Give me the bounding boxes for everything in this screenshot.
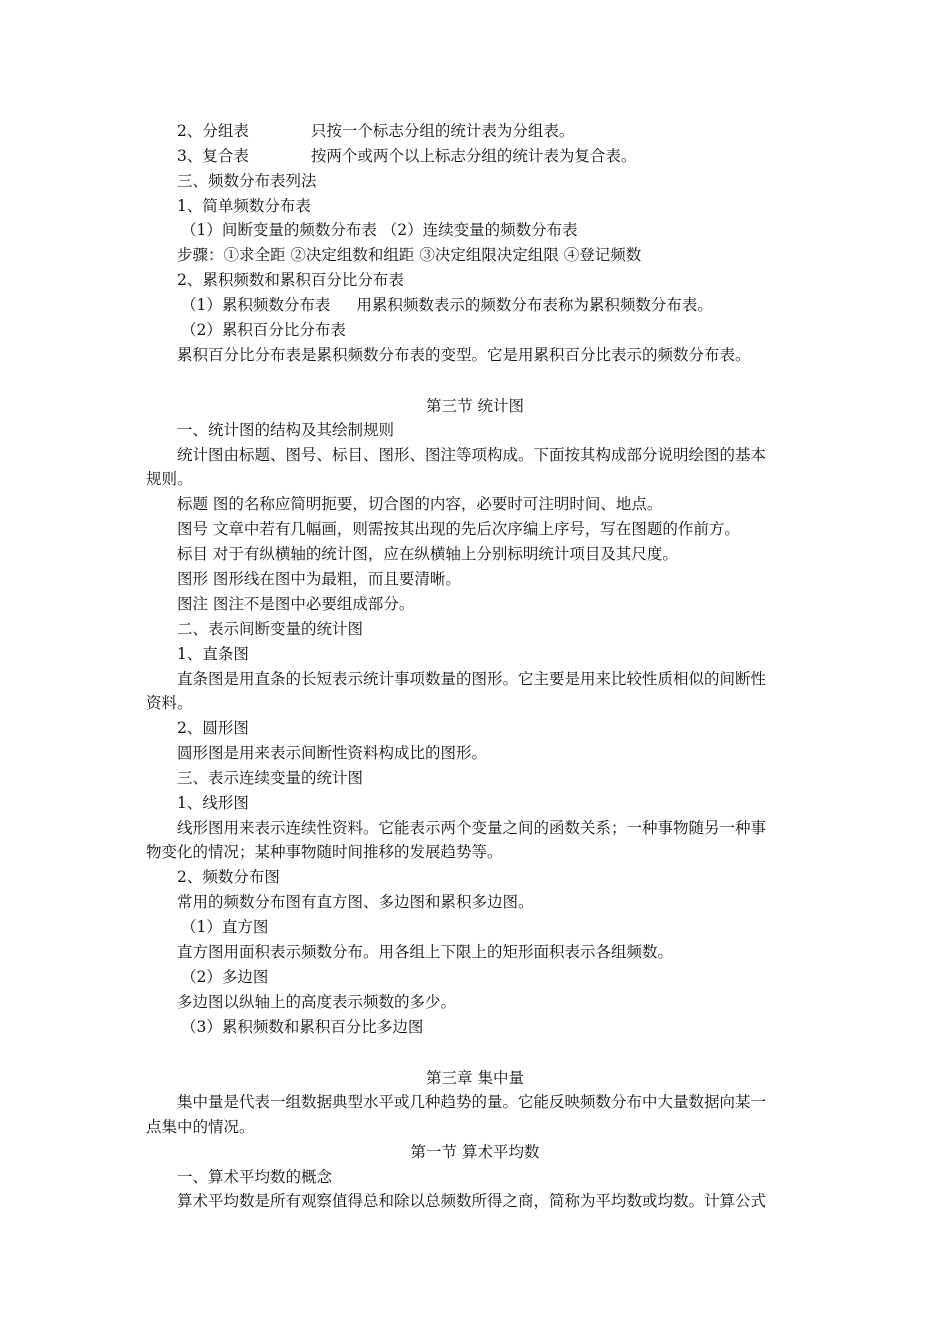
section-heading: 三、频数分布表列法 (177, 172, 317, 190)
subsection-heading: 2、累积频数和累积百分比分布表 (177, 271, 404, 289)
subsection-heading: 1、简单频数分布表 (177, 197, 311, 215)
text-line: （1）直方图 (181, 918, 269, 936)
paragraph-line: 直方图用面积表示频数分布。用各组上下限上的矩形面积表示各组频数。 (177, 943, 674, 961)
text-line: 图号 文章中若有几幅画，则需按其出现的先后次序编上序号，写在图题的作前方。 (177, 520, 740, 538)
subsection-heading: 1、直条图 (177, 645, 249, 663)
paragraph-line: 集中量是代表一组数据典型水平或几种趋势的量。它能反映频数分布中大量数据向某一 (177, 1093, 767, 1111)
chapter-title: 第三章 集中量 (426, 1069, 524, 1087)
text-line: （2）累积百分比分布表 (181, 321, 346, 339)
text-line: （1）间断变量的频数分布表 （2）连续变量的频数分布表 (181, 221, 578, 239)
section-heading: 一、统计图的结构及其绘制规则 (177, 421, 395, 439)
subsection-heading: 1、线形图 (177, 794, 249, 812)
paragraph-line: 算术平均数是所有观察值得总和除以总频数所得之商，简称为平均数或均数。计算公式 (177, 1192, 767, 1210)
text-line: 步骤：①求全距 ②决定组数和组距 ③决定组限决定组限 ④登记频数 (177, 246, 642, 264)
section-heading: 三、表示连续变量的统计图 (177, 769, 364, 787)
paragraph-line: 资料。 (146, 694, 193, 712)
subsection-heading: 2、圆形图 (177, 719, 249, 737)
section-title: 第三节 统计图 (426, 397, 524, 415)
paragraph-line: 物变化的情况；某种事物随时间推移的发展趋势等。 (146, 843, 503, 861)
text-line: 标题 图的名称应简明扼要，切合图的内容，必要时可注明时间、地点。 (177, 495, 663, 513)
paragraph-line: 圆形图是用来表示间断性资料构成比的图形。 (177, 744, 488, 762)
text-line: 图注 图注不是图中必要组成部分。 (177, 595, 415, 613)
section-heading: 一、算术平均数的概念 (177, 1168, 333, 1186)
text-line: 图形 图形线在图中为最粗，而且要清晰。 (177, 570, 461, 588)
paragraph-line: 规则。 (146, 470, 193, 488)
paragraph-line: 统计图由标题、图号、标目、图形、图注等项构成。下面按其构成部分说明绘图的基本 (177, 446, 767, 464)
text-line: 标目 对于有纵横轴的统计图，应在纵横轴上分别标明统计项目及其尺度。 (177, 545, 678, 563)
text-line: （3）累积频数和累积百分比多边图 (181, 1018, 424, 1036)
paragraph-line: 直条图是用直条的长短表示统计事项数量的图形。它主要是用来比较性质相似的间断性 (177, 670, 767, 688)
section-title: 第一节 算术平均数 (410, 1143, 540, 1161)
paragraph-line: 常用的频数分布图有直方图、多边图和累积多边图。 (177, 893, 534, 911)
text-line: 2、分组表 只按一个标志分组的统计表为分组表。 (177, 122, 575, 140)
paragraph-line: 累积百分比分布表是累积频数分布表的变型。它是用累积百分比表示的频数分布表。 (177, 346, 751, 364)
section-heading: 二、表示间断变量的统计图 (177, 620, 364, 638)
text-line: 3、复合表 按两个或两个以上标志分组的统计表为复合表。 (177, 147, 637, 165)
paragraph-line: 多边图以纵轴上的高度表示频数的多少。 (177, 993, 457, 1011)
paragraph-line: 点集中的情况。 (146, 1118, 255, 1136)
text-line: （2）多边图 (181, 968, 269, 986)
text-line: （1）累积频数分布表 用累积频数表示的频数分布表称为累积频数分布表。 (181, 296, 713, 314)
subsection-heading: 2、频数分布图 (177, 868, 280, 886)
paragraph-line: 线形图用来表示连续性资料。它能表示两个变量之间的函数关系；一种事物随另一种事 (177, 819, 767, 837)
